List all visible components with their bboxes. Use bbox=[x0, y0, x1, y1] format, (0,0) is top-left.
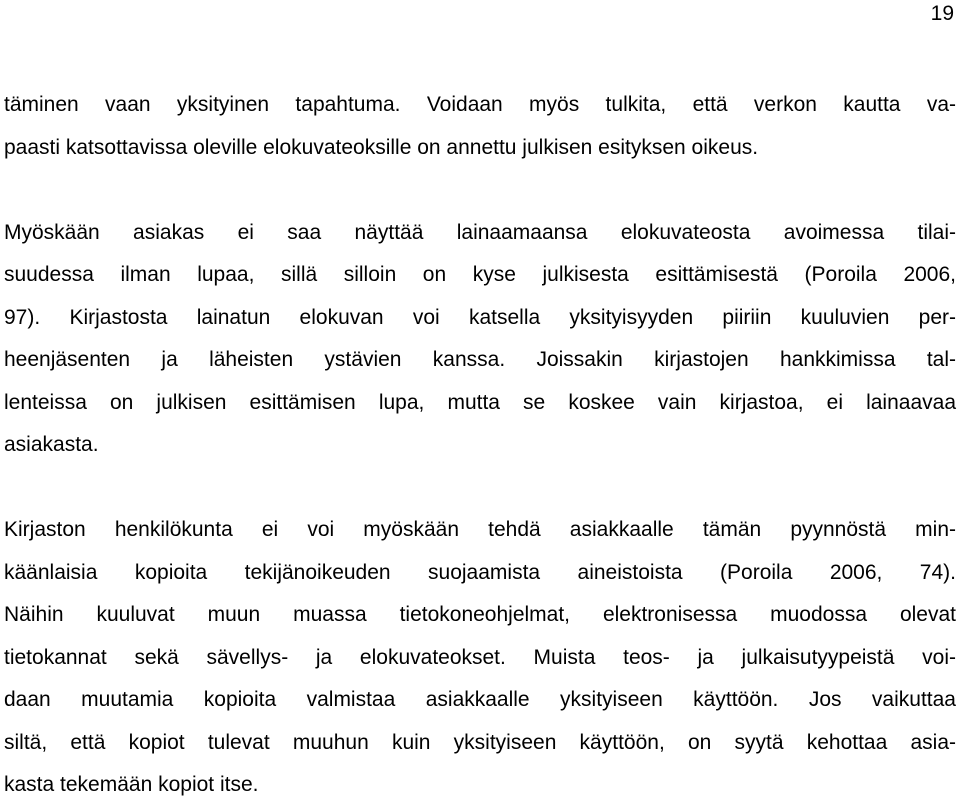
text-line: lenteissa on julkisen esittämisen lupa, mutta se koskee vain kirjastoa, ei lainaavaa bbox=[4, 390, 956, 414]
text-line: kasta tekemään kopiot itse. bbox=[4, 773, 259, 796]
text-line: 97). Kirjastosta lainatun elokuvan voi katsella yksityisyyden piiriin kuuluvien per- bbox=[4, 305, 956, 329]
text-line: daan muutamia kopioita valmistaa asiakkaalle yksityiseen käyttöön. Jos vaikuttaa bbox=[4, 688, 956, 711]
paragraph-gap bbox=[4, 169, 956, 212]
text-line: asiakasta. bbox=[4, 433, 99, 456]
paragraph-gap bbox=[4, 467, 956, 510]
text-line: tietokannat sekä sävellys- ja elokuvateokset. Muista teos- ja julkaisutyypeistä voi- bbox=[4, 645, 956, 669]
text-line: käänlaisia kopioita tekijänoikeuden suojaamista aineistoista (Poroila 2006, 74). bbox=[4, 560, 956, 584]
paragraph bbox=[4, 509, 956, 807]
paragraph bbox=[4, 84, 956, 169]
text-line: Kirjaston henkilökunta ei voi myöskään tehdä asiakkaalle tämän pyynnöstä min- bbox=[4, 518, 956, 541]
page-number: 19 bbox=[930, 2, 954, 25]
document-body bbox=[4, 84, 956, 807]
text-line: siltä, että kopiot tulevat muuhun kuin yksityiseen käyttöön, on syytä kehottaa asia- bbox=[4, 730, 956, 754]
text-line: heenjäsenten ja läheisten ystävien kanssa. Joissakin kirjastojen hankkimissa tal- bbox=[4, 348, 956, 371]
text-line: suudessa ilman lupaa, sillä silloin on kyse julkisesta esittämisestä (Poroila 2006, bbox=[4, 263, 956, 286]
text-line: Näihin kuuluvat muun muassa tietokoneohjelmat, elektronisessa muodossa olevat bbox=[4, 603, 956, 626]
text-line: Myöskään asiakas ei saa näyttää lainaamaansa elokuvateosta avoimessa tilai- bbox=[4, 220, 956, 244]
text-line: täminen vaan yksityinen tapahtuma. Voidaan myös tulkita, että verkon kautta va- bbox=[4, 93, 956, 116]
text-line: paasti katsottavissa oleville elokuvateoksille on annettu julkisen esityksen oikeus. bbox=[4, 135, 759, 159]
paragraph bbox=[4, 212, 956, 467]
